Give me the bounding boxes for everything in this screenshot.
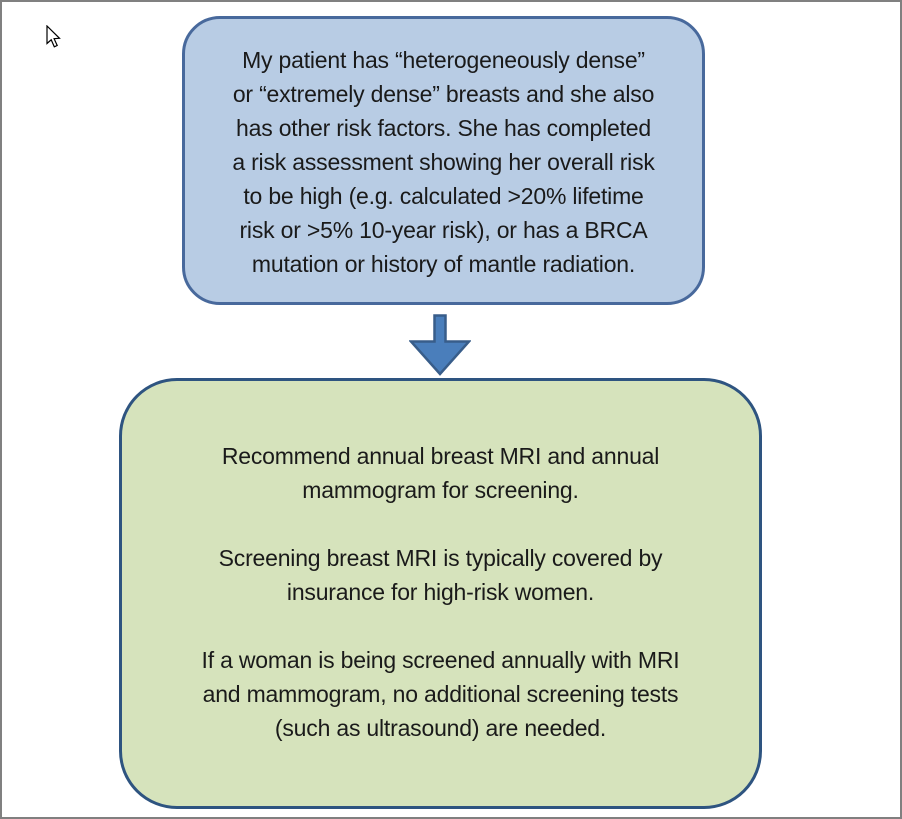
recommendation-box (119, 378, 762, 809)
recommendation-text-line: (such as ultrasound) are needed. (274, 715, 607, 741)
condition-text-line: or “extremely dense” breasts and she also (232, 81, 655, 107)
recommendation-text-line: and mammogram, no additional screening tests (202, 681, 679, 707)
condition-box (182, 16, 705, 305)
condition-text-line: My patient has “heterogeneously dense” (242, 47, 645, 73)
recommendation-text-line: Recommend annual breast MRI and annual (221, 443, 660, 469)
condition-text-line: risk or >5% 10-year risk), or has a BRCA (239, 217, 648, 243)
recommendation-text-line: If a woman is being screened annually with MRI (201, 647, 680, 673)
down-arrow-icon (409, 314, 471, 376)
recommendation-text-line: Screening breast MRI is typically covered by (218, 545, 663, 571)
condition-text-line: to be high (e.g. calculated >20% lifetime (243, 183, 644, 209)
recommendation-text-line (122, 507, 759, 541)
condition-text-line: a risk assessment showing her overall risk (232, 149, 655, 175)
condition-text-line: has other risk factors. She has completed (236, 115, 651, 141)
recommendation-text-line: insurance for high-risk women. (286, 579, 595, 605)
recommendation-text-line: mammogram for screening. (302, 477, 579, 503)
recommendation-text-line (122, 609, 759, 643)
mouse-cursor-icon (46, 25, 62, 49)
condition-text-line: mutation or history of mantle radiation. (251, 251, 636, 277)
